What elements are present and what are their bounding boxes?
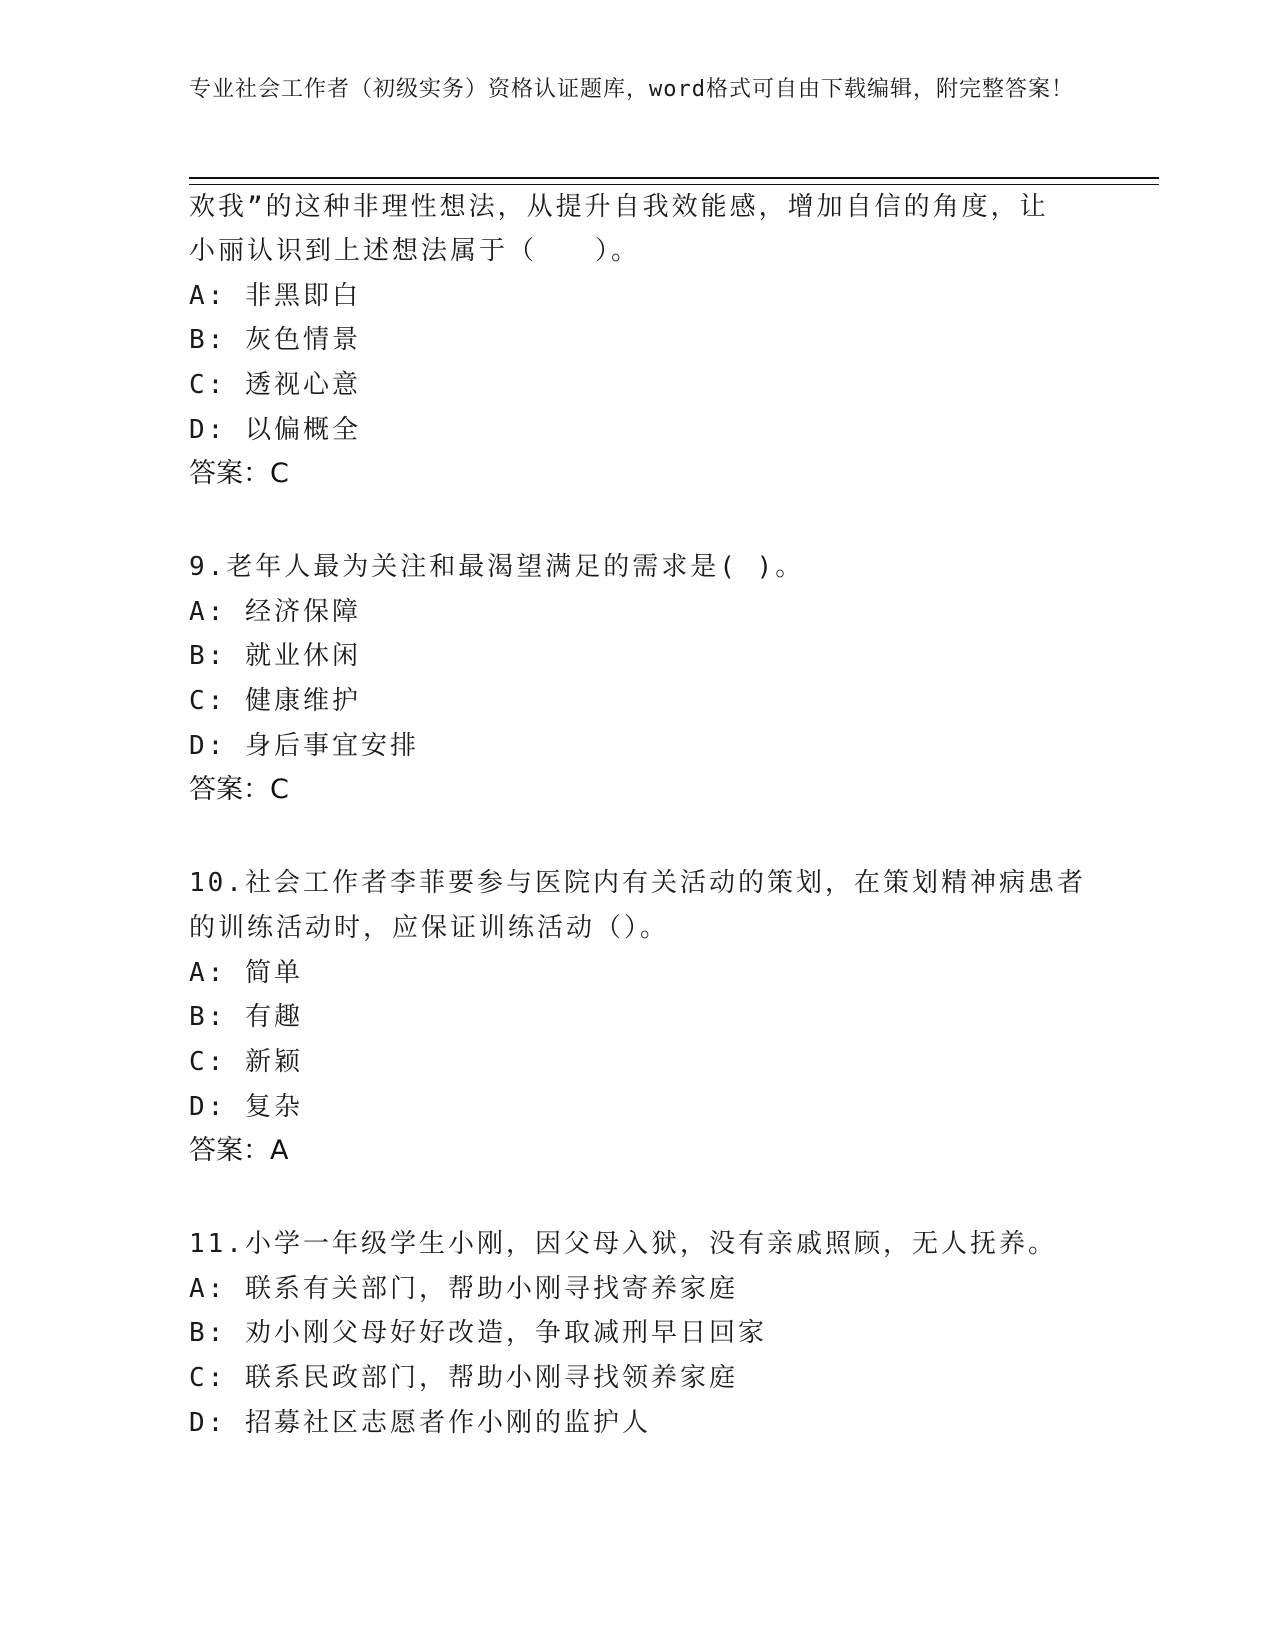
document-header: 专业社会工作者（初级实务）资格认证题库，word格式可自由下载编辑，附完整答案！: [189, 77, 1074, 102]
question-8-stem-line-1: 欢我”的这种非理性想法，从提升自我效能感，增加自信的角度，让: [189, 192, 1049, 222]
question-11-option-b: B: 劝小刚父母好好改造，争取减刑早日回家: [189, 1318, 767, 1348]
question-8-option-b: B: 灰色情景: [189, 325, 361, 355]
question-10-option-b: B: 有趣: [189, 1002, 303, 1032]
question-10-option-a: A: 简单: [189, 958, 303, 988]
question-8-stem-line-2: 小丽认识到上述想法属于（ ）。: [189, 236, 641, 266]
question-11-option-c: C: 联系民政部门，帮助小刚寻找领养家庭: [189, 1363, 738, 1393]
question-8-option-a: A: 非黑即白: [189, 281, 361, 311]
question-10-answer: 答案：A: [189, 1135, 289, 1166]
question-10-stem-line-1: 10.社会工作者李菲要参与医院内有关活动的策划，在策划精神病患者: [189, 868, 1086, 898]
header-divider-thin: [189, 184, 1159, 185]
question-9-stem: 9.老年人最为关注和最渴望满足的需求是( )。: [189, 552, 805, 582]
question-8-answer: 答案：C: [189, 458, 289, 489]
question-8-option-d: D: 以偏概全: [189, 415, 361, 445]
question-10-option-d: D: 复杂: [189, 1092, 303, 1122]
question-9-option-d: D: 身后事宜安排: [189, 731, 419, 761]
question-9-option-a: A: 经济保障: [189, 597, 361, 627]
question-9-answer: 答案：C: [189, 774, 289, 805]
question-8-option-c: C: 透视心意: [189, 370, 361, 400]
header-divider-thick: [189, 177, 1159, 179]
question-9-option-b: B: 就业休闲: [189, 641, 361, 671]
question-10-stem-line-2: 的训练活动时，应保证训练活动（）。: [189, 913, 670, 943]
question-9-option-c: C: 健康维护: [189, 686, 361, 716]
question-11-option-d: D: 招募社区志愿者作小刚的监护人: [189, 1408, 651, 1438]
question-11-option-a: A: 联系有关部门，帮助小刚寻找寄养家庭: [189, 1274, 738, 1304]
question-11-stem: 11.小学一年级学生小刚，因父母入狱，没有亲戚照顾，无人抚养。: [189, 1229, 1057, 1259]
question-10-option-c: C: 新颖: [189, 1047, 303, 1077]
